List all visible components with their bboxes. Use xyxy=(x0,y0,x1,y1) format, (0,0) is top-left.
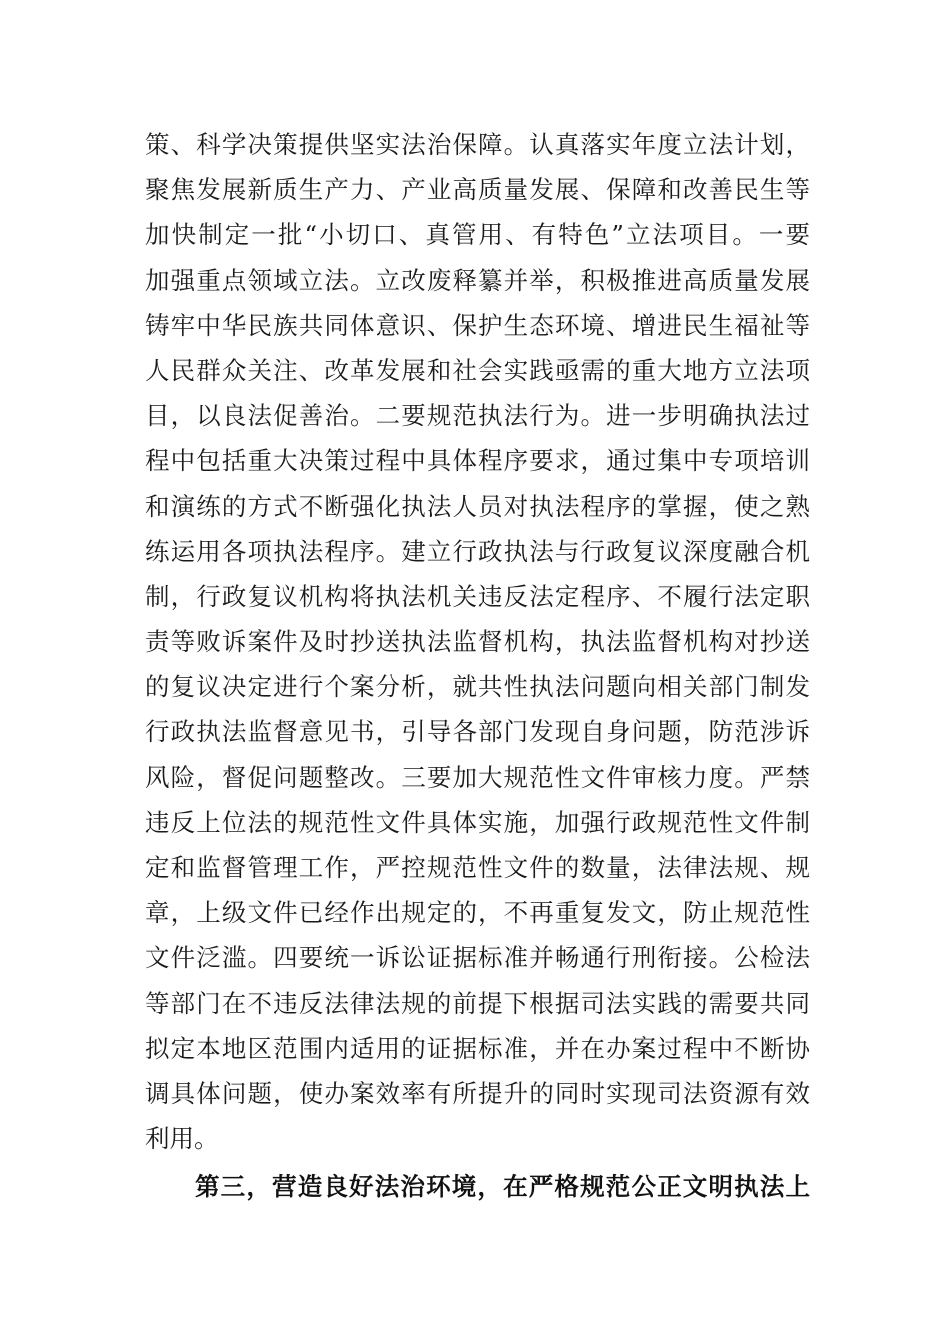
text-line: 定和监督管理工作，严控规范性文件的数量，法律法规、规 xyxy=(145,853,810,882)
text-line: 调具体问题，使办案效率有所提升的同时实现司法资源有效 xyxy=(145,1078,810,1108)
text-line: 等部门在不违反法律法规的前提下根据司法实践的需要共同 xyxy=(145,988,810,1018)
text-line: 和演练的方式不断强化执法人员对执法程序的掌握，使之熟 xyxy=(145,491,810,521)
text-line: 违反上位法的规范性文件具体实施，加强行政规范性文件制 xyxy=(145,807,810,837)
text-line: 风险，督促问题整改。三要加大规范性文件审核力度。严禁 xyxy=(145,762,810,792)
text-line: 人民群众关注、改革发展和社会实践亟需的重大地方立法项 xyxy=(145,355,810,385)
text-line: 练运用各项执法程序。建立行政执法与行政复议深度融合机 xyxy=(145,536,810,566)
text-line: 拟定本地区范围内适用的证据标准，并在办案过程中不断协 xyxy=(145,1033,810,1063)
text-line: 的复议决定进行个案分析，就共性执法问题向相关部门制发 xyxy=(145,672,810,702)
text-line: 制，行政复议机构将执法机关违反法定程序、不履行法定职 xyxy=(145,581,810,611)
body-text xyxy=(145,122,810,1210)
text-line: 文件泛滥。四要统一诉讼证据标准并畅通行刑衔接。公检法 xyxy=(145,943,810,973)
section-heading: 第三，营造良好法治环境，在严格规范公正文明执法上 xyxy=(195,1172,810,1202)
text-line: 加快制定一批“小切口、真管用、有特色”立法项目。一要 xyxy=(145,220,810,250)
text-line: 程中包括重大决策过程中具体程序要求，通过集中专项培训 xyxy=(145,446,810,476)
text-line: 责等败诉案件及时抄送执法监督机构，执法监督机构对抄送 xyxy=(145,627,810,657)
text-line: 加强重点领域立法。立改废释纂并举，积极推进高质量发展 xyxy=(145,265,810,295)
text-line: 策、科学决策提供坚实法治保障。认真落实年度立法计划， xyxy=(145,130,810,159)
text-line: 铸牢中华民族共同体意识、保护生态环境、增进民生福祉等 xyxy=(145,310,810,340)
text-line: 目，以良法促善治。二要规范执法行为。进一步明确执法过 xyxy=(145,401,810,431)
text-line: 章，上级文件已经作出规定的，不再重复发文，防止规范性 xyxy=(145,898,810,928)
text-line: 聚焦发展新质生产力、产业高质量发展、保障和改善民生等 xyxy=(145,175,810,205)
text-line-paragraph-end: 利用。 xyxy=(145,1124,219,1154)
text-line: 行政执法监督意见书，引导各部门发现自身问题，防范涉诉 xyxy=(145,717,810,747)
